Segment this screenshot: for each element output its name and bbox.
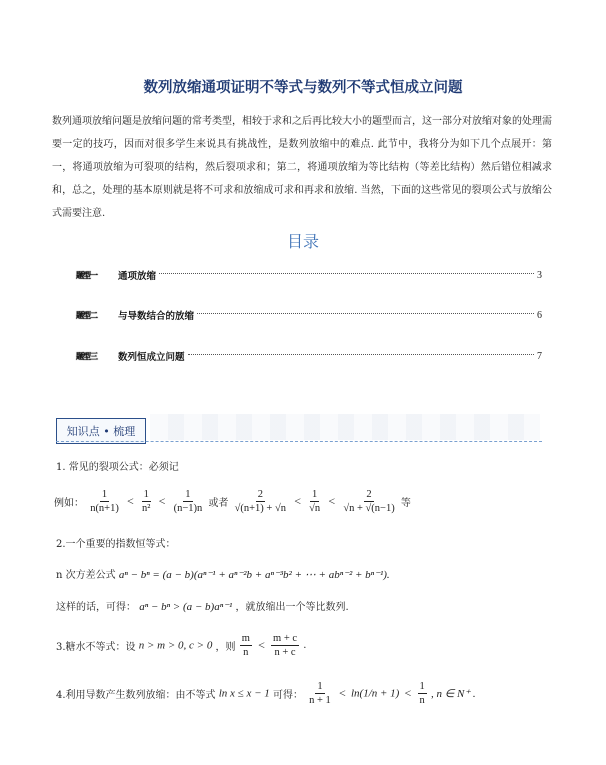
section-4-derivative: 4.利用导数产生数列放缩：由不等式 ln x ≤ x − 1 可得： $\frac{1}{n + 1}$ < ln(1/n + 1) < $\frac{1}{n}$ , n ∈ N⁺ .	[56, 681, 476, 706]
section-2-formula	[56, 566, 390, 581]
log-expression: ln(1/n + 1)	[350, 687, 400, 700]
derivative-suffix: , n ∈ N⁺ .	[430, 688, 476, 700]
toc-item-page: 6	[537, 309, 542, 321]
toc-item-badge: 题型一	[76, 270, 97, 280]
fraction: $\frac{1}{n + 1}$	[309, 681, 331, 706]
or-text: 或者	[208, 498, 229, 509]
difference-of-powers-formula: aⁿ − bⁿ = (a − b)(aⁿ⁻¹ + aⁿ⁻²b + aⁿ⁻³b² + ⋯ + abⁿ⁻² + bⁿ⁻¹).	[118, 569, 390, 581]
toc-item-badge: 题型二	[76, 310, 97, 320]
fraction: $\frac{m}{n}$	[241, 633, 250, 658]
log-inequality: ln x ≤ x − 1	[218, 687, 270, 700]
toc-item-page: 7	[537, 350, 542, 362]
fraction: $\frac{m + c}{n + c}$	[273, 633, 298, 658]
fraction: $\frac{2}{√n + √(n-1)}$	[343, 489, 395, 514]
toc-leader-dots	[159, 273, 534, 274]
result-formula: aⁿ − bⁿ > (a − b)aⁿ⁻¹	[139, 601, 233, 613]
toc-item[interactable]	[76, 348, 542, 364]
toc-item-page: 3	[537, 269, 542, 281]
section-3-sugar-water: 3.糖水不等式：设 n > m > 0, c > 0 ，则 $\frac{m}{n}$ < $\frac{m + c}{n + c}$ .	[56, 633, 307, 658]
toc-item[interactable]	[76, 267, 542, 283]
section-banner-decoration	[150, 414, 540, 440]
fraction: $\frac{1}{n(n+1)}$	[90, 489, 119, 514]
formula-prefix: n 次方差公式	[56, 570, 116, 581]
sugar-then: ，则	[215, 642, 236, 653]
derivative-prefix: 4.利用导数产生数列放缩：由不等式	[56, 690, 216, 701]
toc-leader-dots	[197, 313, 534, 314]
section-2-heading: 2.一个重要的指数恒等式：	[56, 539, 176, 550]
toc-heading: 目录	[286, 232, 319, 251]
result-suffix: ，就放缩出一个等比数列.	[235, 602, 349, 613]
etc-text: 等	[400, 498, 411, 509]
toc-item-badge: 题型三	[76, 351, 97, 361]
toc-leader-dots	[188, 354, 534, 355]
toc-item[interactable]	[76, 307, 542, 323]
toc-item-text: 通项放缩	[118, 271, 157, 282]
intro-paragraph: 数列通项放缩问题是放缩问题的常考类型，相较于求和之后再比较大小的题型而言，这一部分对放缩对象的处理需要一定的技巧，因而对很多学生来说具有挑战性，是数列放缩中的难点. 此节中，我将分为如下几个点展开：第一，将通项放缩为可裂项的结构，然后裂项求和；第二，将通项放缩为等比结构（等差比结构）然后错位相减求和，总之，处理的基本原则就是将不可求和放缩成可求和再求和放缩. 当然，下面的这些常见的裂项公式与放缩公式需要注意.	[52, 116, 552, 219]
page-title: 数列放缩通项证明不等式与数列不等式恒成立问题	[143, 80, 463, 96]
sugar-condition: n > m > 0, c > 0	[138, 639, 213, 652]
derivative-mid: 可得：	[272, 690, 303, 701]
section-label: 知识点 • 梳理	[56, 418, 146, 444]
fraction: $\frac{1}{(n-1)n}$	[173, 489, 203, 514]
fraction: $\frac{1}{n}$	[419, 681, 425, 706]
fraction: $\frac{1}{√n}$	[309, 489, 321, 514]
section-divider	[56, 441, 542, 442]
sugar-prefix: 3.糖水不等式：设	[56, 642, 136, 653]
section-1-example: 例如： $\frac{1}{n(n+1)}$ < $\frac{1}{\text{n²}}$ < $\frac{1}{(n-1)n}$ 或者 $\frac{2}{√(n+1) + √n}$ < $\frac{1}{√n}$ < $\frac{2}{√n + √(n-1)}$ 等	[54, 489, 411, 514]
result-prefix: 这样的话，可得：	[56, 602, 136, 613]
toc-item-text: 数列恒成立问题	[118, 352, 185, 363]
toc-item-text: 与导数结合的放缩	[118, 311, 195, 322]
section-2-result	[56, 598, 349, 613]
fraction: $\frac{1}{\text{n²}}$	[142, 489, 151, 514]
section-1-heading: 1. 常见的裂项公式：必须记	[56, 462, 179, 473]
fraction: $\frac{2}{√(n+1) + √n}$	[234, 489, 286, 514]
example-prefix: 例如：	[54, 498, 84, 509]
